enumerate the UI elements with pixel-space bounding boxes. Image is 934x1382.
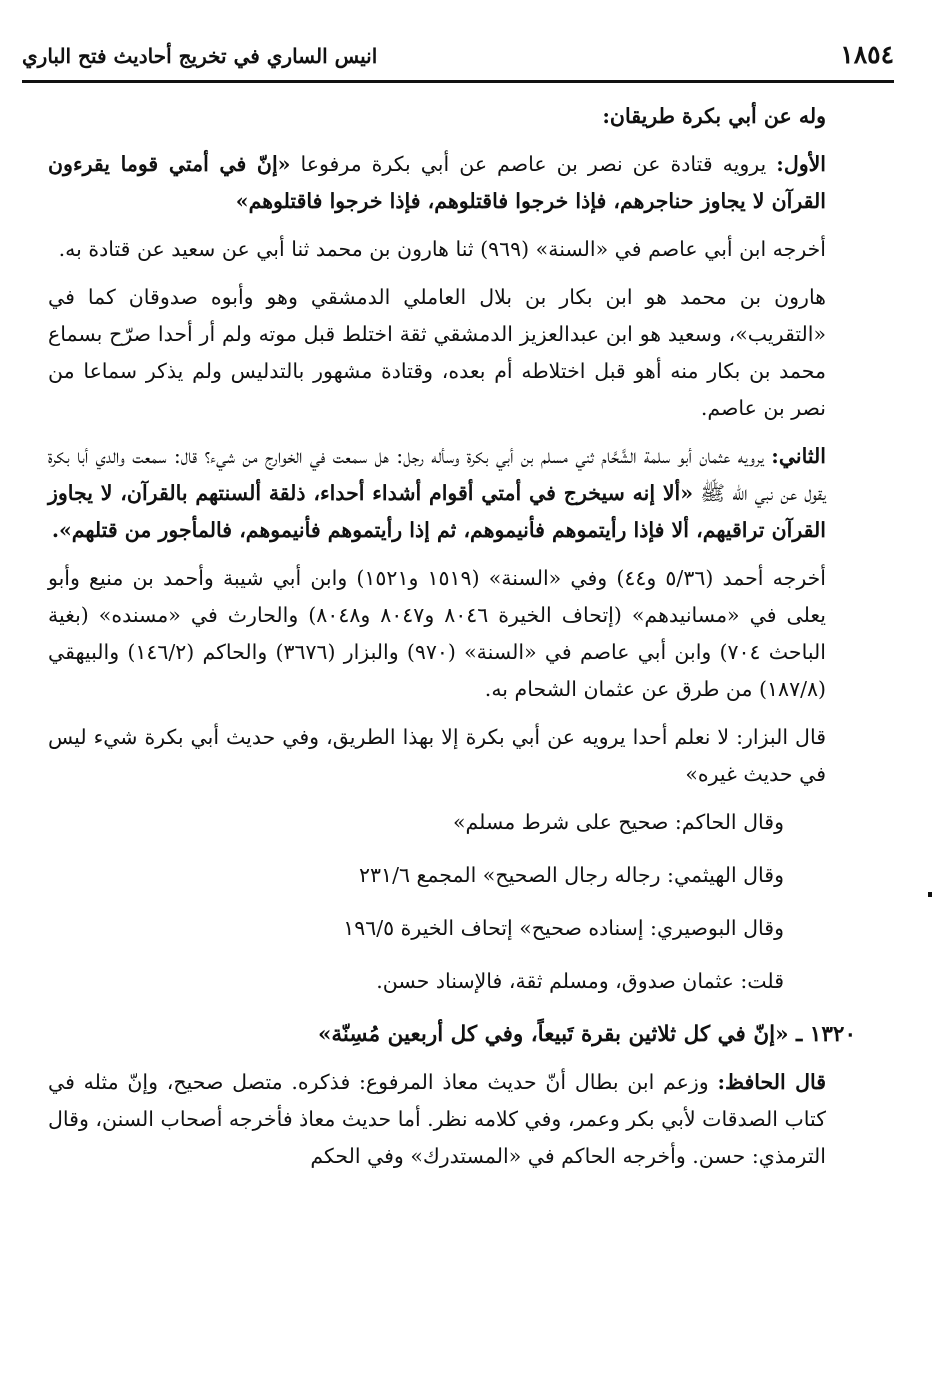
hafiz-text: وزعم ابن بطال أنّ حديث معاذ المرفوع: فذكره. متصل صحيح، وإنّ مثله في كتاب الصدقات لأبي بكر وعمر، وفي كلامه نظر. أما حديث معاذ فأخرجه أصحاب السنن، وقال الترمذي: حسن. وأخرجه الحاكم في «المستدرك» وفي الحكم bbox=[48, 1070, 826, 1168]
paragraph-busiri: وقال البوصيري: إسناده صحيح» إتحاف الخيرة ١٩٦/٥ bbox=[343, 916, 784, 940]
first-route-text: يرويه قتادة عن نصر بن عاصم عن أبي بكرة مرفوعا bbox=[290, 152, 777, 176]
first-route-label: الأول: bbox=[776, 152, 826, 176]
paragraph-hafiz bbox=[48, 1064, 856, 1175]
paragraph-second-route bbox=[48, 438, 856, 549]
page-body bbox=[48, 98, 856, 1186]
paragraph-first-route bbox=[48, 146, 856, 220]
page-header bbox=[22, 38, 894, 82]
hafiz-label: قال الحافظ: bbox=[717, 1070, 827, 1094]
second-route-text: يرويه عثمان أبو سلمة الشَّحَّام ثني مسلم بن أبي بكرة وسأله رجل: هل سمعت في الخوارج من شيء؟ قال: سمعت والدي أبا بكرة يقول عن نبي الله ﷺ bbox=[48, 444, 826, 505]
header-rule bbox=[22, 80, 894, 83]
margin-mark bbox=[928, 892, 932, 897]
page-number: ١٨٥٤ bbox=[840, 40, 894, 69]
paragraph-bazzar: قال البزار: لا نعلم أحدا يرويه عن أبي بكرة إلا بهذا الطريق، وفي حديث أبي بكرة شيء ليس في حديث غيره» bbox=[48, 725, 826, 786]
paragraph-intro: وله عن أبي بكرة طريقان: bbox=[602, 104, 826, 128]
first-route-hadith: «إنّ في أمتي قوما يقرءون القرآن لا يجاوز حناجرهم، فإذا خرجوا فاقتلوهم، فإذا خرجوا فاقتلوهم» bbox=[48, 152, 826, 213]
paragraph-verdict: قلت: عثمان صدوق، ومسلم ثقة، فالإسناد حسن. bbox=[376, 969, 784, 993]
running-title: انيس الساري في تخريج أحاديث فتح الباري bbox=[22, 44, 378, 68]
paragraph-hakim: وقال الحاكم: صحيح على شرط مسلم» bbox=[452, 810, 784, 834]
hadith-heading-1320: ١٣٢٠ ـ «إنّ في كل ثلاثين بقرة تَبيعاً، وفي كل أربعين مُسِنّة» bbox=[317, 1022, 856, 1047]
paragraph-narrators: هارون بن محمد هو ابن بكار بن بلال العاملي الدمشقي وهو وأبوه صدوقان كما في «التقريب»، وسعيد هو ابن عبدالعزيز الدمشقي ثقة اختلط قبل موته ولم أر أحدا صرّح بسماع محمد بن بكار منه أهو قبل اختلاطه أم بعده، وقتادة مشهور بالتدليس ولم يذكر سماعا من نصر بن عاصم. bbox=[48, 285, 826, 420]
paragraph-takhrij-2: أخرجه أحمد (٥/٣٦ و٤٤) وفي «السنة» (١٥١٩ و١٥٢١) وابن أبي شيبة وأحمد بن منيع وأبو يعلى في «مسانيدهم» (إتحاف الخيرة ٨٠٤٦ و٨٠٤٧ و٨٠٤٨) والحارث في «مسنده» (بغية الباحث ٧٠٤) وابن أبي عاصم في «السنة» (٩٧٠) والبزار (٣٦٧٦) والحاكم (١٤٦/٢) والبيهقي (١٨٧/٨) من طرق عن عثمان الشحام به. bbox=[48, 566, 826, 701]
second-route-label: الثاني: bbox=[771, 444, 826, 468]
paragraph-takhrij-1: أخرجه ابن أبي عاصم في «السنة» (٩٦٩) ثنا هارون بن محمد ثنا أبي عن سعيد عن قتادة به. bbox=[58, 237, 826, 261]
paragraph-haythami: وقال الهيثمي: رجاله رجال الصحيح» المجمع ٢٣١/٦ bbox=[359, 863, 784, 887]
second-route-hadith: «ألا إنه سيخرج في أمتي أقوام أشداء أحداء، ذلقة ألسنتهم بالقرآن، لا يجاوز القرآن تراقيهم، ألا فإذا رأيتموهم فأنيموهم، ثم إذا رأيتموهم فأنيموهم، فالمأجور من قتلهم». bbox=[48, 481, 826, 542]
